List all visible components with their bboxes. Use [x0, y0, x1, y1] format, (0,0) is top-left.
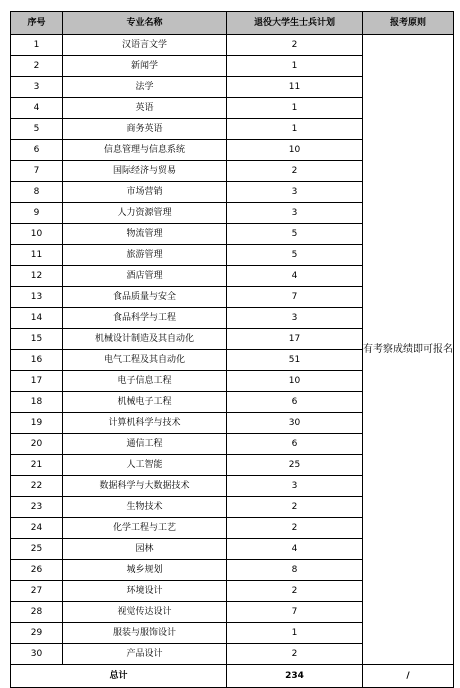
row-plan-count: 3: [227, 308, 363, 329]
row-plan-count: 3: [227, 476, 363, 497]
enrollment-plan-table: [10, 11, 454, 688]
row-major-name: 产品设计: [63, 644, 227, 665]
row-serial-number: 4: [11, 98, 63, 119]
total-row: [11, 665, 454, 688]
row-serial-number: 17: [11, 371, 63, 392]
row-serial-number: 20: [11, 434, 63, 455]
row-plan-count: 7: [227, 287, 363, 308]
row-serial-number: 21: [11, 455, 63, 476]
row-major-name: 国际经济与贸易: [63, 161, 227, 182]
row-plan-count: 1: [227, 623, 363, 644]
row-major-name: 计算机科学与技术: [63, 413, 227, 434]
row-major-name: 环境设计: [63, 581, 227, 602]
row-major-name: 法学: [63, 77, 227, 98]
row-serial-number: 9: [11, 203, 63, 224]
row-major-name: 新闻学: [63, 56, 227, 77]
table-row: [11, 35, 454, 56]
row-plan-count: 11: [227, 77, 363, 98]
row-major-name: 通信工程: [63, 434, 227, 455]
row-plan-count: 10: [227, 371, 363, 392]
total-label: 总计: [11, 665, 227, 688]
row-plan-count: 4: [227, 539, 363, 560]
row-major-name: 英语: [63, 98, 227, 119]
table-body: [11, 35, 454, 665]
row-major-name: 商务英语: [63, 119, 227, 140]
row-plan-count: 2: [227, 518, 363, 539]
row-plan-count: 1: [227, 98, 363, 119]
row-serial-number: 30: [11, 644, 63, 665]
row-serial-number: 25: [11, 539, 63, 560]
row-plan-count: 6: [227, 392, 363, 413]
row-major-name: 园林: [63, 539, 227, 560]
row-plan-count: 4: [227, 266, 363, 287]
enrollment-plan-sheet: [10, 11, 454, 688]
application-principle-cell: 有考察成绩即可报名: [363, 35, 454, 665]
row-serial-number: 11: [11, 245, 63, 266]
row-serial-number: 10: [11, 224, 63, 245]
row-serial-number: 22: [11, 476, 63, 497]
row-plan-count: 1: [227, 56, 363, 77]
row-major-name: 人力资源管理: [63, 203, 227, 224]
row-major-name: 视觉传达设计: [63, 602, 227, 623]
header-veteran-plan: 退役大学生士兵计划: [227, 12, 363, 35]
row-plan-count: 3: [227, 182, 363, 203]
row-plan-count: 30: [227, 413, 363, 434]
row-major-name: 人工智能: [63, 455, 227, 476]
row-serial-number: 14: [11, 308, 63, 329]
row-plan-count: 7: [227, 602, 363, 623]
row-plan-count: 2: [227, 35, 363, 56]
row-plan-count: 2: [227, 581, 363, 602]
row-serial-number: 2: [11, 56, 63, 77]
row-major-name: 城乡规划: [63, 560, 227, 581]
row-major-name: 物流管理: [63, 224, 227, 245]
row-plan-count: 6: [227, 434, 363, 455]
row-serial-number: 3: [11, 77, 63, 98]
row-serial-number: 29: [11, 623, 63, 644]
total-value: 234: [227, 665, 363, 688]
row-serial-number: 5: [11, 119, 63, 140]
row-major-name: 食品科学与工程: [63, 308, 227, 329]
row-plan-count: 3: [227, 203, 363, 224]
row-major-name: 生物技术: [63, 497, 227, 518]
row-serial-number: 16: [11, 350, 63, 371]
row-plan-count: 5: [227, 224, 363, 245]
header-row: [11, 12, 454, 35]
row-plan-count: 8: [227, 560, 363, 581]
row-serial-number: 6: [11, 140, 63, 161]
row-plan-count: 5: [227, 245, 363, 266]
row-plan-count: 2: [227, 161, 363, 182]
row-major-name: 数据科学与大数据技术: [63, 476, 227, 497]
row-serial-number: 28: [11, 602, 63, 623]
row-plan-count: 51: [227, 350, 363, 371]
row-major-name: 化学工程与工艺: [63, 518, 227, 539]
row-major-name: 旅游管理: [63, 245, 227, 266]
row-serial-number: 23: [11, 497, 63, 518]
row-major-name: 市场营销: [63, 182, 227, 203]
header-major-name: 专业名称: [63, 12, 227, 35]
row-plan-count: 2: [227, 497, 363, 518]
row-serial-number: 27: [11, 581, 63, 602]
total-principle: /: [363, 665, 454, 688]
row-plan-count: 25: [227, 455, 363, 476]
row-serial-number: 1: [11, 35, 63, 56]
header-application-principle: 报考原则: [363, 12, 454, 35]
row-serial-number: 8: [11, 182, 63, 203]
row-major-name: 服装与服饰设计: [63, 623, 227, 644]
row-serial-number: 13: [11, 287, 63, 308]
row-plan-count: 10: [227, 140, 363, 161]
row-serial-number: 18: [11, 392, 63, 413]
row-serial-number: 26: [11, 560, 63, 581]
row-plan-count: 17: [227, 329, 363, 350]
header-serial-number: 序号: [11, 12, 63, 35]
row-serial-number: 19: [11, 413, 63, 434]
row-serial-number: 7: [11, 161, 63, 182]
row-major-name: 食品质量与安全: [63, 287, 227, 308]
row-plan-count: 2: [227, 644, 363, 665]
row-major-name: 汉语言文学: [63, 35, 227, 56]
row-major-name: 电气工程及其自动化: [63, 350, 227, 371]
row-major-name: 酒店管理: [63, 266, 227, 287]
row-serial-number: 12: [11, 266, 63, 287]
row-serial-number: 15: [11, 329, 63, 350]
row-plan-count: 1: [227, 119, 363, 140]
row-major-name: 电子信息工程: [63, 371, 227, 392]
row-major-name: 机械设计制造及其自动化: [63, 329, 227, 350]
row-serial-number: 24: [11, 518, 63, 539]
row-major-name: 机械电子工程: [63, 392, 227, 413]
row-major-name: 信息管理与信息系统: [63, 140, 227, 161]
